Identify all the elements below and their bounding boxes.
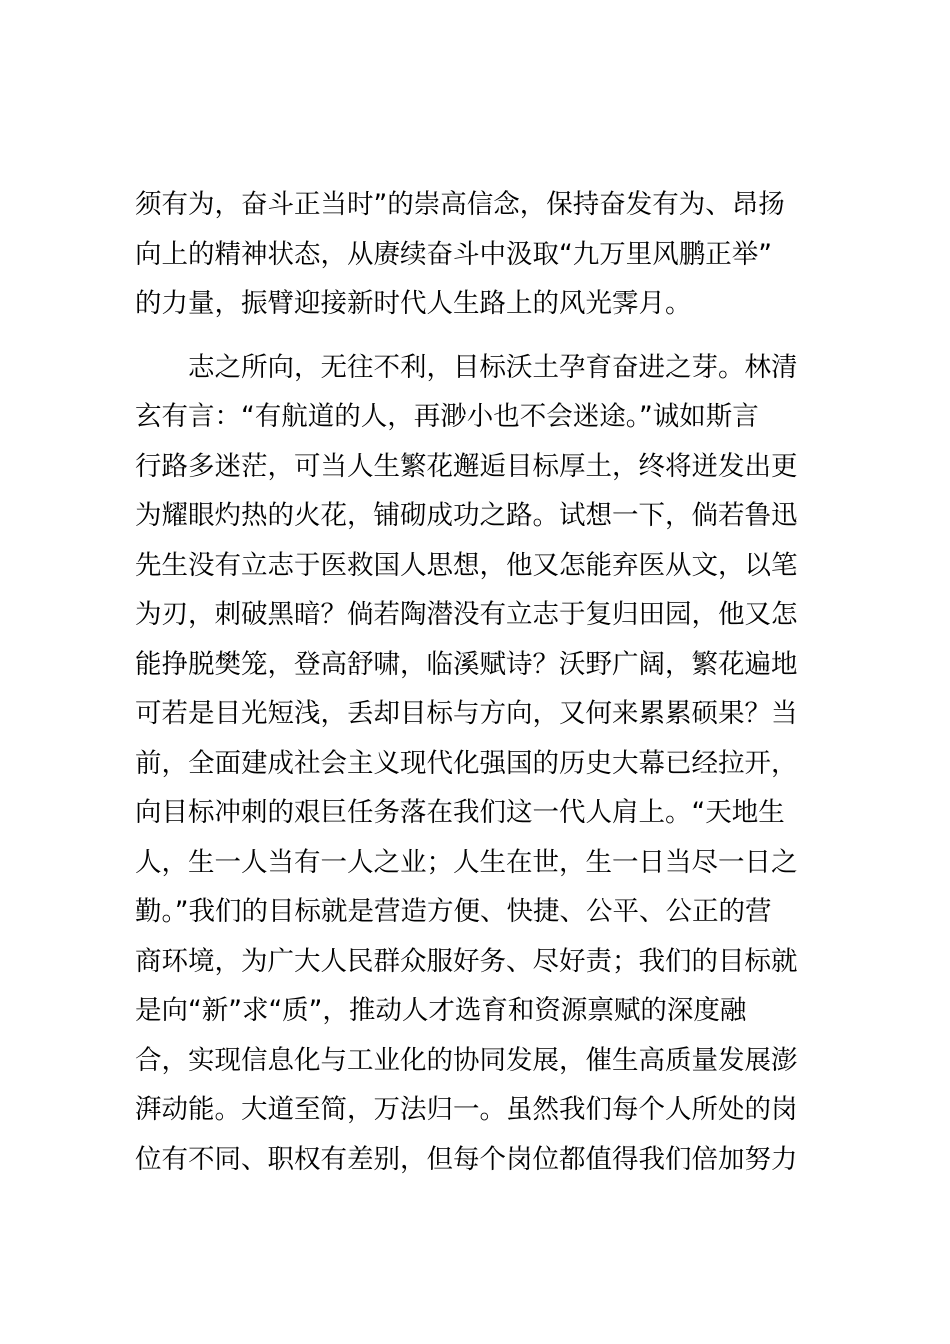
paragraph-spacer (135, 329, 835, 343)
paragraph-1 (135, 180, 835, 329)
text-line: 勤。”我们的目标就是营造方便、快捷、公平、公正的营 (135, 896, 772, 927)
text-line: 向目标冲刺的艰巨任务落在我们这一代人肩上。“天地生 (135, 797, 785, 828)
text-line: 须有为，奋斗正当时”的崇高信念，保持奋发有为、昂扬 (135, 189, 785, 220)
text-line: 湃动能。大道至简，万法归一。虽然我们每个人所处的岗 (135, 1094, 798, 1125)
text-line: 为耀眼灼热的火花，铺砌成功之路。试想一下，倘若鲁迅 (135, 500, 798, 531)
text-line: 志之所向，无往不利，目标沃土孕育奋进之芽。林清 (188, 351, 798, 383)
text-line: 先生没有立志于医救国人思想，他又怎能弃医从文，以笔 (135, 549, 798, 581)
text-line: 位有不同、职权有差别，但每个岗位都值得我们倍加努力 (135, 1143, 798, 1175)
text-line: 行路多迷茫，可当人生繁花邂逅目标厚土，终将迸发出更 (135, 450, 798, 482)
text-line: 前，全面建成社会主义现代化强国的历史大幕已经拉开， (135, 747, 798, 779)
text-line: 可若是目光短浅，丢却目标与方向，又何来累累硕果？当 (135, 698, 798, 729)
text-line: 玄有言：“有航道的人，再渺小也不会迷途。”诚如斯言 (135, 401, 759, 432)
text-line: 向上的精神状态，从赓续奋斗中汲取“九万里风鹏正举” (135, 238, 772, 270)
text-line: 人，生一人当有一人之业；人生在世，生一日当尽一日之 (135, 846, 798, 878)
text-line: 的力量，振臂迎接新时代人生路上的风光霁月。 (135, 288, 692, 319)
text-line: 能挣脱樊笼，登高舒啸，临溪赋诗？沃野广阔，繁花遍地 (135, 648, 798, 680)
paragraph-2 (135, 343, 835, 1185)
text-line: 商环境，为广大人民群众服好务、尽好责；我们的目标就 (135, 945, 798, 977)
text-line: 是向“新”求“质”，推动人才选育和资源禀赋的深度融 (135, 995, 747, 1026)
text-line: 合，实现信息化与工业化的协同发展，催生高质量发展澎 (135, 1044, 798, 1076)
body-text (135, 180, 835, 1184)
text-line: 为刃，刺破黑暗？倘若陶潜没有立志于复归田园，他又怎 (135, 599, 798, 630)
